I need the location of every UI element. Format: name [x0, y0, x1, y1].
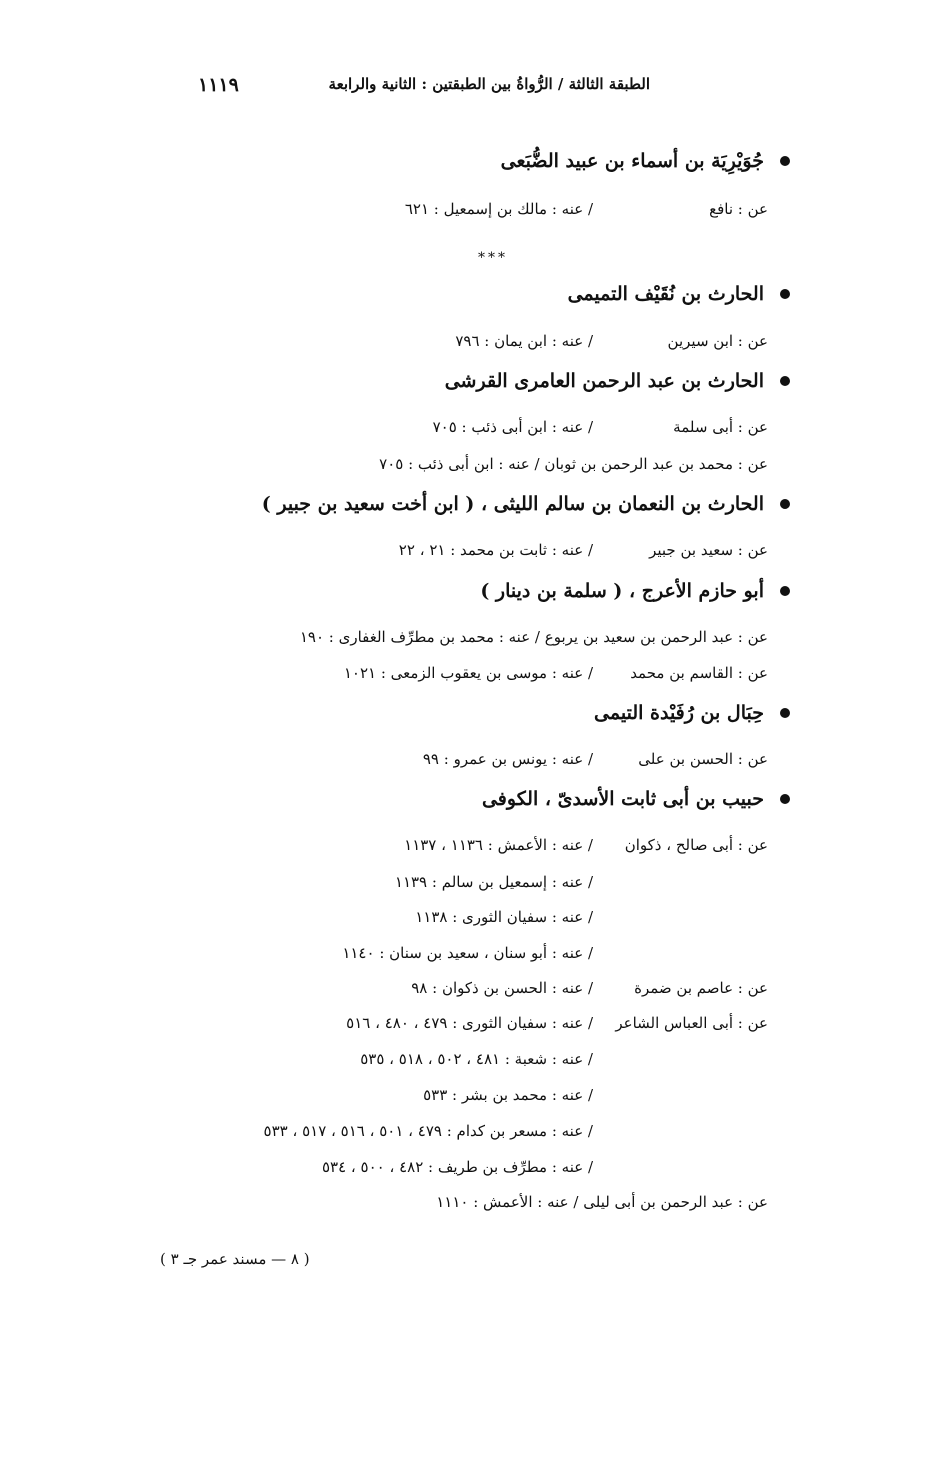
narrated-by: / عنه : مطرِّف بن طريف : ٤٨٢ ، ٥٠٠ ، ٥٣٤ [321, 1158, 593, 1176]
bullet-icon [780, 156, 790, 166]
narrated-by: / عنه : ابن أبى ذئب : ٧٠٥ [432, 418, 593, 436]
narrated-by: / عنه : شعبة : ٤٨١ ، ٥٠٢ ، ٥١٨ ، ٥٣٥ [360, 1050, 593, 1068]
narrated-by: / عنه : موسى بن يعقوب الزمعى : ١٠٢١ [343, 664, 593, 682]
narrated-by: / عنه : ابن يمان : ٧٩٦ [455, 332, 593, 350]
narrated-from: عن : القاسم بن محمد [630, 664, 768, 682]
narrated-by: / عنه : الحسن بن ذكوان : ٩٨ [411, 979, 593, 997]
narrated-from: عن : نافع [709, 200, 768, 218]
narrated-by: / عنه : الأعمش : ١١٣٦ ، ١١٣٧ [404, 836, 593, 854]
narrated-from: عن : أبى صالح ، ذكوان [624, 836, 768, 854]
narrated-by: / عنه : سفيان الثورى : ١١٣٨ [415, 908, 593, 926]
footer-signature: ( ٨ — مسند عمر جـ ٣ ) [160, 1250, 310, 1268]
narrated-by: / عنه : سفيان الثورى : ٤٧٩ ، ٤٨٠ ، ٥١٦ [346, 1014, 593, 1032]
narrated-from: عن : عبد الرحمن بن أبى ليلى / عنه : الأعمش : ١١١٠ [436, 1193, 768, 1211]
narrated-by: / عنه : مسعر بن كدام : ٤٧٩ ، ٥٠١ ، ٥١٦ ، ٥١٧ ، ٥٣٣ [263, 1122, 593, 1140]
bullet-icon [780, 289, 790, 299]
narrated-from: عن : عاصم بن ضمرة [634, 979, 768, 997]
narrated-from: عن : محمد بن عبد الرحمن بن ثوبان / عنه : ابن أبى ذئب : ٧٠٥ [379, 455, 768, 473]
narrator-heading: الحارث بن النعمان بن سالم الليثى ، ( ابن أخت سعيد بن جبير ) [262, 493, 790, 515]
narrated-from: عن : أبى العباس الشاعر [615, 1014, 768, 1032]
bullet-icon [780, 586, 790, 596]
bullet-icon [780, 708, 790, 718]
narrated-from: عن : سعيد بن جبير [649, 541, 768, 559]
narrator-heading: الحارث بن عبد الرحمن العامرى القرشى [445, 370, 790, 392]
bullet-icon [780, 499, 790, 509]
narrated-from: عن : الحسن بن على [638, 750, 768, 768]
narrated-from: عن : أبى سلمة [673, 418, 768, 436]
narrator-heading: حِبَال بن رُفَيْدة التيمى [594, 702, 790, 724]
narrated-by: / عنه : يونس بن عمرو : ٩٩ [422, 750, 593, 768]
narrator-heading: حبيب بن أبى ثابت الأسدىّ ، الكوفى [482, 788, 790, 810]
bullet-icon [780, 376, 790, 386]
running-header-title: الطبقة الثالثة / الرُّواةُ بين الطبقتين : الثانية والرابعة [328, 75, 650, 93]
narrated-from: عن : عبد الرحمن بن سعيد بن يربوع / عنه : محمد بن مطرِّف الغفارى : ١٩٠ [299, 628, 768, 646]
page-number: ١١١٩ [198, 74, 239, 96]
narrated-by: / عنه : مالك بن إسمعيل : ٦٢١ [404, 200, 593, 218]
narrator-heading: جُوَيْرِيَة بن أسماء بن عبيد الضُّبَعى [501, 150, 790, 172]
narrated-by: / عنه : محمد بن بشر : ٥٣٣ [423, 1086, 593, 1104]
narrated-by: / عنه : ثابت بن محمد : ٢١ ، ٢٢ [398, 541, 593, 559]
narrated-from: عن : ابن سيرين [667, 332, 768, 350]
narrated-by: / عنه : إسمعيل بن سالم : ١١٣٩ [394, 873, 593, 891]
section-separator: *** [478, 250, 508, 266]
narrated-by: / عنه : أبو سنان ، سعيد بن سنان : ١١٤٠ [342, 944, 593, 962]
narrator-heading: الحارث بن نُقَيْف التميمى [568, 283, 790, 305]
bullet-icon [780, 794, 790, 804]
narrator-heading: أبو حازم الأعرج ، ( سلمة بن دينار ) [480, 580, 790, 602]
